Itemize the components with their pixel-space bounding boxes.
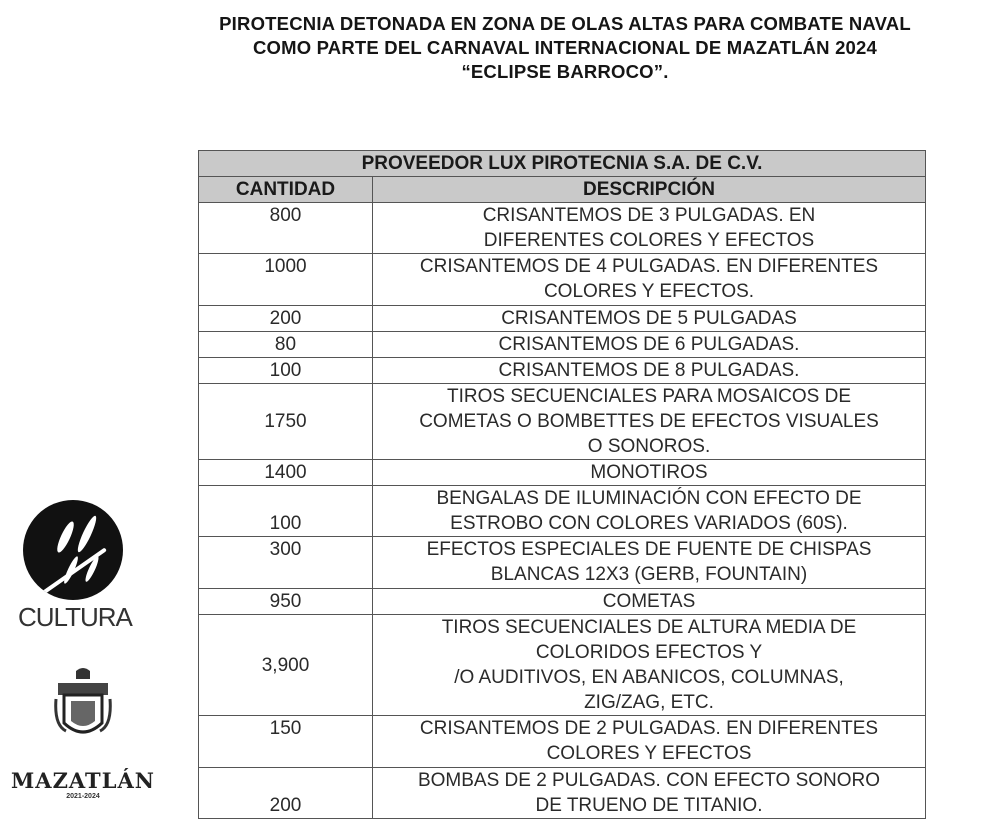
quantity-cell: 1400 [199, 460, 373, 486]
title-line: COMO PARTE DEL CARNAVAL INTERNACIONAL DE MAZATLÁN 2024 [252, 37, 878, 58]
table-row [199, 486, 926, 537]
table-row [199, 615, 926, 716]
mazatlan-logo-text: MAZATLÁN [11, 768, 155, 793]
quantity-cell: 1750 [199, 384, 373, 460]
table-row [199, 203, 926, 254]
mazatlan-logo-years: 2021-2024 [66, 793, 100, 800]
quantity-cell: 200 [199, 306, 373, 332]
provider-header: PROVEEDOR LUX PIROTECNIA S.A. DE C.V. [199, 151, 926, 177]
table-row [199, 332, 926, 358]
column-header-description: DESCRIPCIÓN [373, 177, 926, 203]
description-cell: COMETAS [373, 589, 926, 615]
description-cell: MONOTIROS [373, 460, 926, 486]
quantity-cell: 100 [199, 486, 373, 537]
quantity-cell: 100 [199, 358, 373, 384]
quantity-cell: 950 [199, 589, 373, 615]
column-header-quantity: CANTIDAD [199, 177, 373, 203]
quantity-cell: 800 [199, 203, 373, 254]
mazatlan-crest-icon [54, 665, 112, 745]
description-cell: EFECTOS ESPECIALES DE FUENTE DE CHISPAS BLANCAS 12X3 (GERB, FOUNTAIN) [373, 537, 926, 589]
quantity-cell: 200 [199, 768, 373, 819]
title-line: “ECLIPSE BARROCO”. [461, 61, 669, 82]
description-cell: CRISANTEMOS DE 6 PULGADAS. [373, 332, 926, 358]
description-cell: CRISANTEMOS DE 4 PULGADAS. EN DIFERENTES COLORES Y EFECTOS. [373, 254, 926, 306]
table-row [199, 254, 926, 306]
table-row [199, 306, 926, 332]
quantity-cell: 1000 [199, 254, 373, 306]
description-cell: BENGALAS DE ILUMINACIÓN CON EFECTO DE ESTROBO CON COLORES VARIADOS (60S). [373, 486, 926, 537]
description-cell: CRISANTEMOS DE 5 PULGADAS [373, 306, 926, 332]
quantity-cell: 150 [199, 716, 373, 768]
description-cell: TIROS SECUENCIALES PARA MOSAICOS DE COMETAS O BOMBETTES DE EFECTOS VISUALES O SONOROS. [373, 384, 926, 460]
table-row [199, 768, 926, 819]
quantity-cell: 3,900 [199, 615, 373, 716]
mazatlan-logo [8, 665, 158, 800]
title-line: PIROTECNIA DETONADA EN ZONA DE OLAS ALTAS PARA COMBATE NAVAL [219, 13, 911, 34]
description-cell: CRISANTEMOS DE 2 PULGADAS. EN DIFERENTES COLORES Y EFECTOS [373, 716, 926, 768]
table-row [199, 589, 926, 615]
fireworks-table [198, 150, 926, 819]
description-cell: BOMBAS DE 2 PULGADAS. CON EFECTO SONORO DE TRUENO DE TITANIO. [373, 768, 926, 819]
table-row [199, 716, 926, 768]
description-cell: TIROS SECUENCIALES DE ALTURA MEDIA DE COLORIDOS EFECTOS Y /O AUDITIVOS, EN ABANICOS, COLUMNAS, ZIG/ZAG, ETC. [373, 615, 926, 716]
table-row [199, 358, 926, 384]
table-row [199, 384, 926, 460]
document-title [130, 12, 1000, 84]
quantity-cell: 300 [199, 537, 373, 589]
table-row [199, 537, 926, 589]
description-cell: CRISANTEMOS DE 3 PULGADAS. EN DIFERENTES COLORES Y EFECTOS [373, 203, 926, 254]
quantity-cell: 80 [199, 332, 373, 358]
cultura-logo [18, 500, 132, 633]
table-row [199, 460, 926, 486]
cultura-emblem-icon [23, 500, 123, 600]
description-cell: CRISANTEMOS DE 8 PULGADAS. [373, 358, 926, 384]
cultura-logo-text: CULTURA [18, 602, 132, 632]
